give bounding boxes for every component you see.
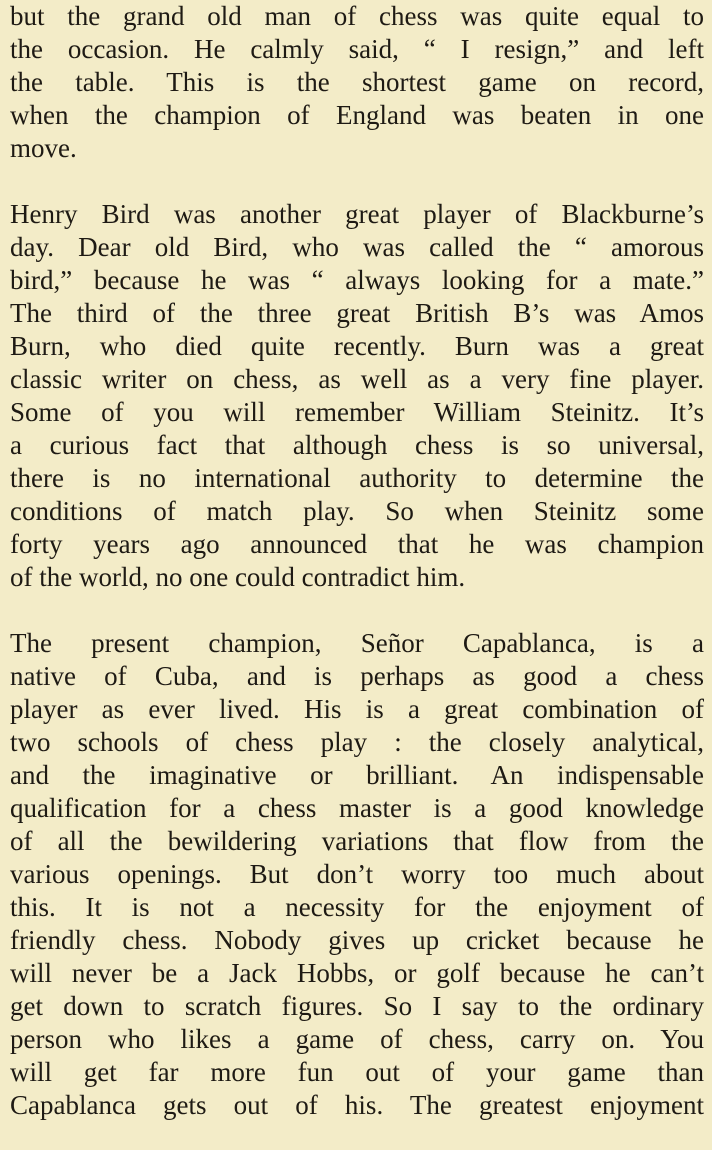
text-line: day. Dear old Bird, who was called the “ amorous	[10, 232, 704, 262]
text-line: of all the bewildering variations that flow from the	[10, 826, 704, 856]
text-line: native of Cuba, and is perhaps as good a chess	[10, 661, 704, 691]
text-line: get down to scratch figures. So I say to the ordinary	[10, 991, 704, 1021]
text-line: qualification for a chess master is a good knowledge	[10, 793, 704, 823]
text-line: Some of you will remember William Steinitz. It’s	[10, 397, 704, 427]
text-line: various openings. But don’t worry too much about	[10, 859, 704, 889]
text-line: a curious fact that although chess is so universal,	[10, 430, 704, 460]
text-line: Henry Bird was another great player of Blackburne’s	[10, 199, 704, 229]
text-line: when the champion of England was beaten in one	[10, 100, 704, 130]
paragraph-2	[10, 198, 704, 594]
text-line: classic writer on chess, as well as a very fine player.	[10, 364, 704, 394]
book-page	[10, 0, 704, 1122]
text-line: will never be a Jack Hobbs, or golf because he can’t	[10, 958, 704, 988]
text-line: but the grand old man of chess was quite equal to	[10, 1, 704, 31]
text-line: forty years ago announced that he was champion	[10, 529, 704, 559]
text-line: player as ever lived. His is a great combination of	[10, 694, 704, 724]
text-line: person who likes a game of chess, carry on. You	[10, 1024, 704, 1054]
text-line: this. It is not a necessity for the enjoyment of	[10, 892, 704, 922]
text-line: move.	[10, 133, 77, 163]
paragraph-gap	[10, 594, 704, 627]
paragraph-1	[10, 0, 704, 165]
text-line: two schools of chess play : the closely analytical,	[10, 727, 704, 757]
text-line: the occasion. He calmly said, “ I resign,” and left	[10, 34, 704, 64]
text-line: of the world, no one could contradict him.	[10, 562, 466, 592]
text-line: friendly chess. Nobody gives up cricket because he	[10, 925, 704, 955]
text-line: and the imaginative or brilliant. An indispensable	[10, 760, 704, 790]
text-line: there is no international authority to determine the	[10, 463, 704, 493]
paragraph-gap	[10, 165, 704, 198]
text-line: The third of the three great British B’s was Amos	[10, 298, 704, 328]
text-line: Capablanca gets out of his. The greatest enjoyment	[10, 1090, 704, 1120]
text-line: Burn, who died quite recently. Burn was a great	[10, 331, 704, 361]
text-line: the table. This is the shortest game on record,	[10, 67, 704, 97]
text-line: bird,” because he was “ always looking for a mate.”	[10, 265, 704, 295]
text-line: The present champion, Señor Capablanca, is a	[10, 628, 704, 658]
paragraph-3	[10, 627, 704, 1122]
text-line: conditions of match play. So when Steinitz some	[10, 496, 704, 526]
text-line: will get far more fun out of your game than	[10, 1057, 704, 1087]
